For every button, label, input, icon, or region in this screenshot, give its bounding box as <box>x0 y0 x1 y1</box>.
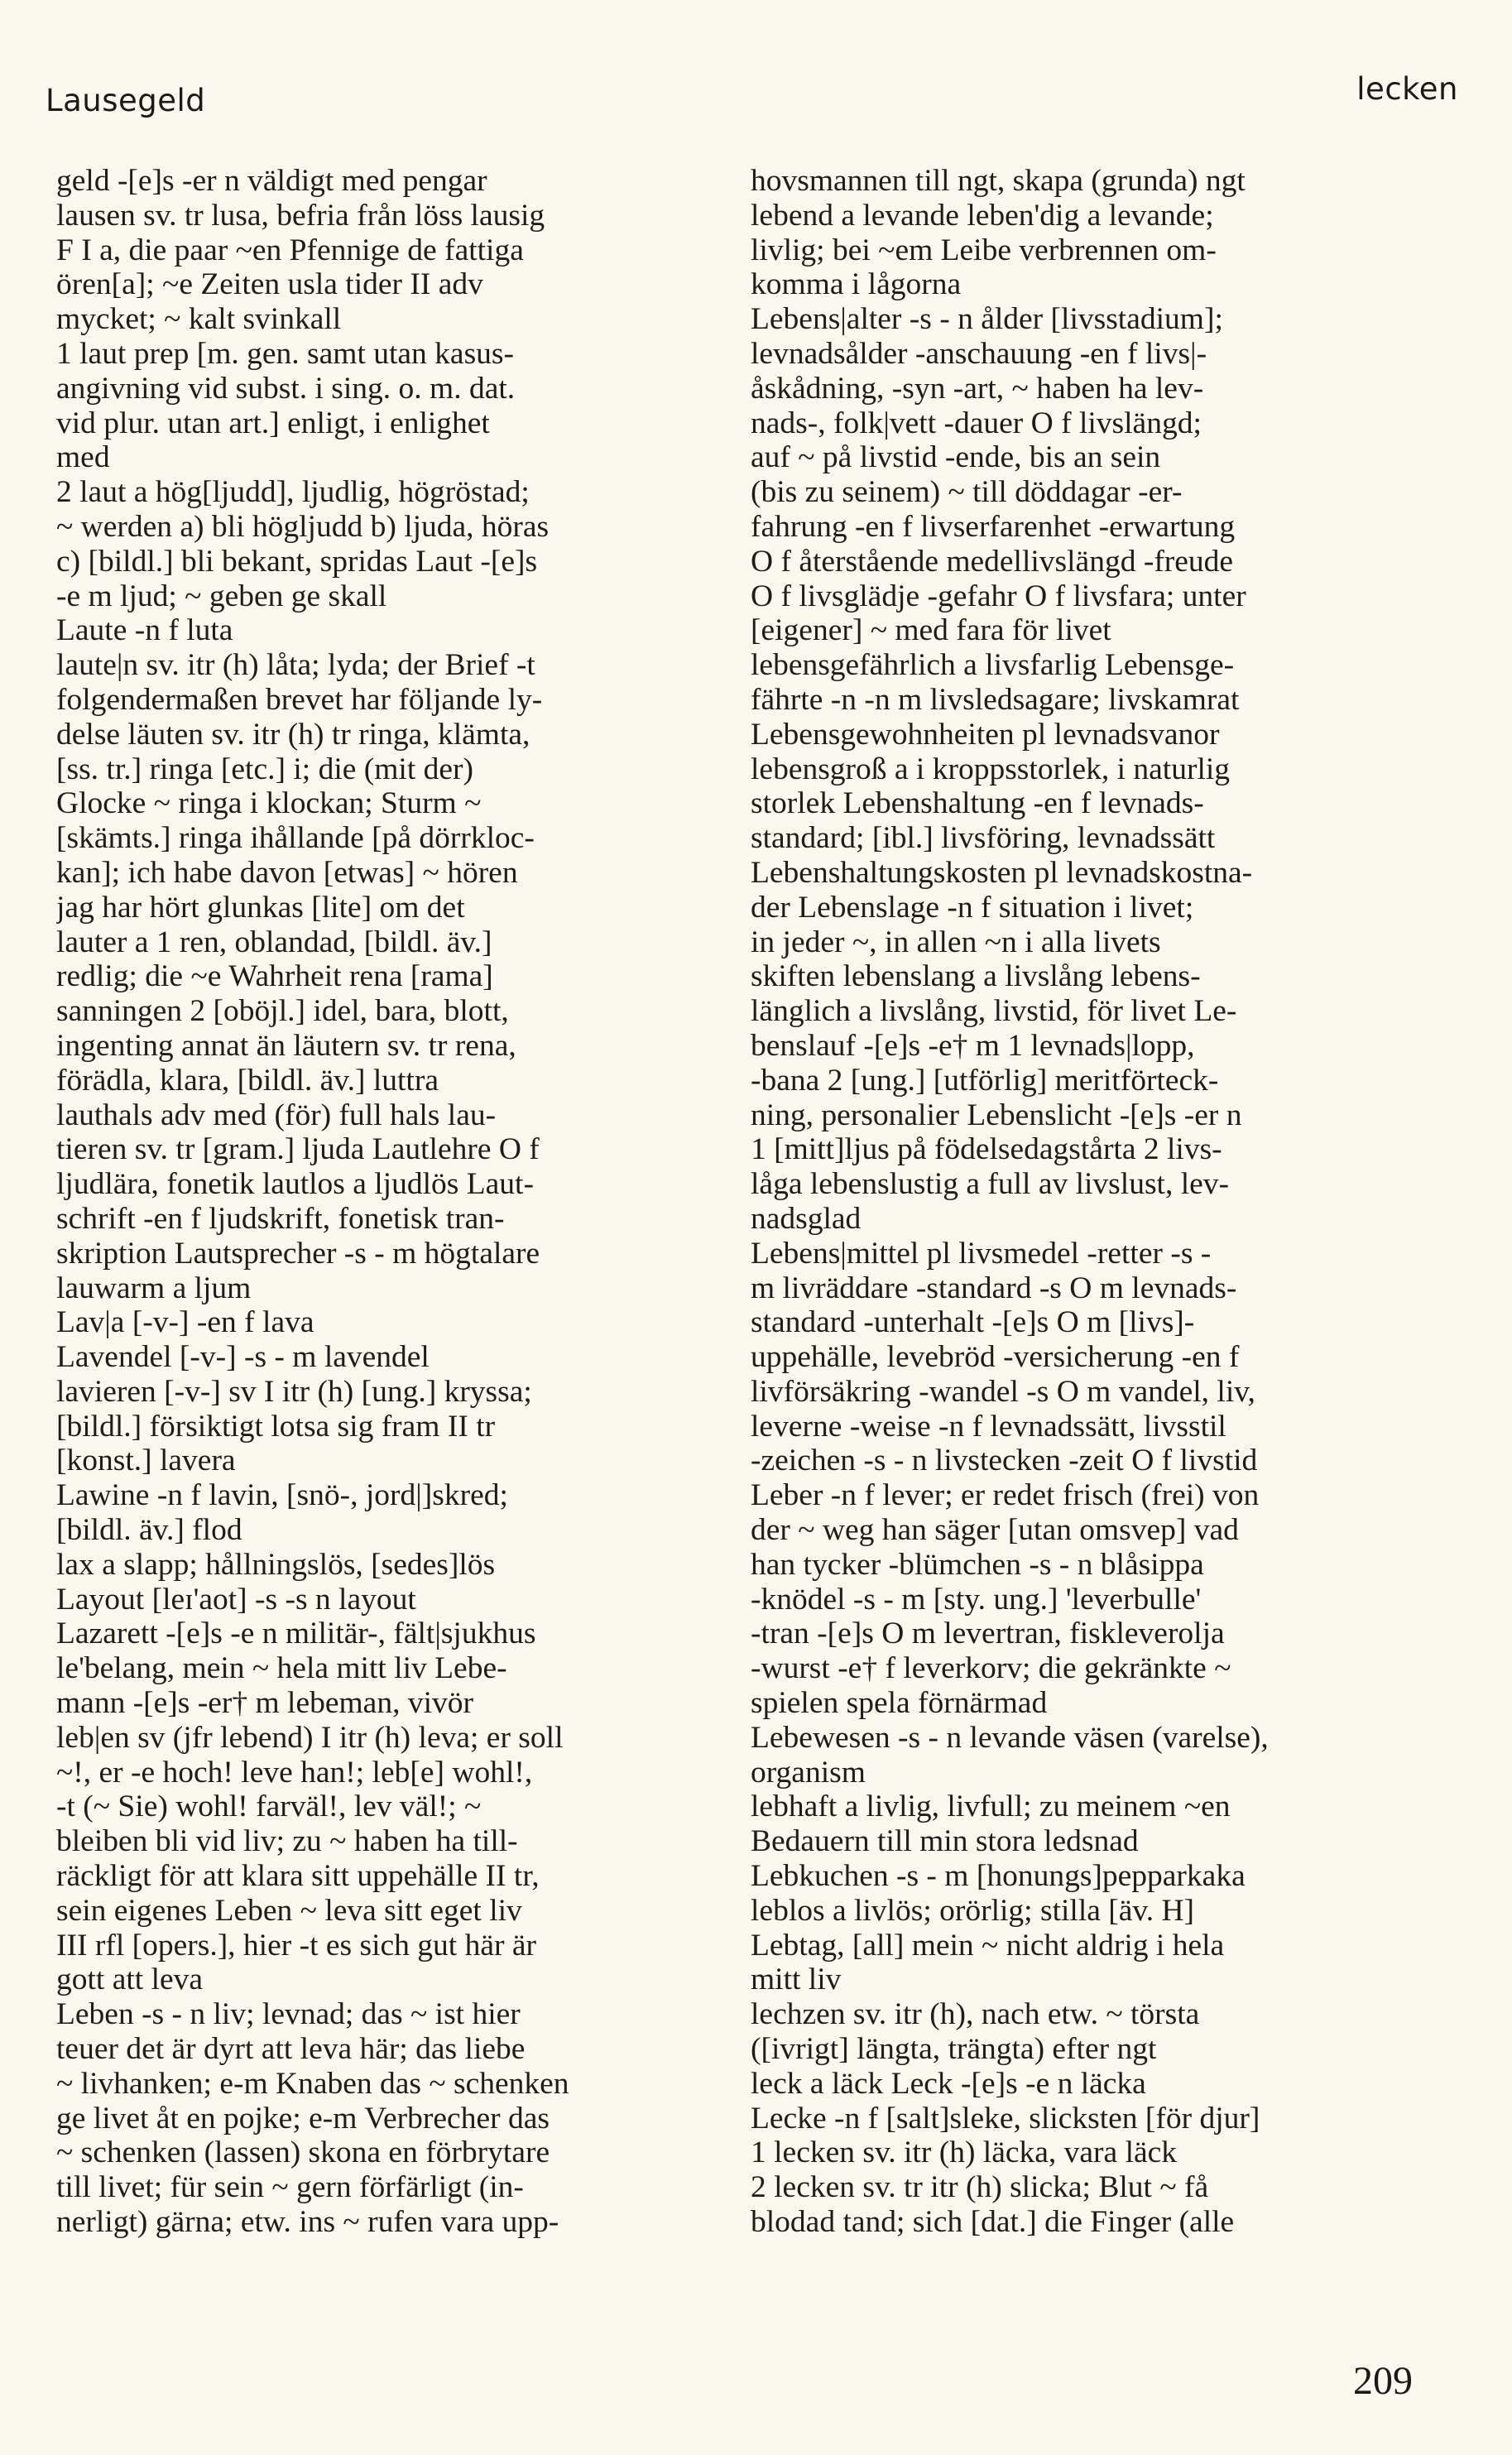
entry-line: der Lebenslage -n f situation i livet; <box>751 890 1194 925</box>
entry-line: -tran -[e]s O m levertran, fiskleverolja <box>751 1617 1225 1651</box>
entry-line: schrift -en f ljudskrift, fonetisk tran- <box>56 1201 505 1236</box>
entry-line: ören[a]; ~e Zeiten usla tider II adv <box>56 267 483 302</box>
entry-line: delse läuten sv. itr (h) tr ringa, klämta, <box>56 717 530 752</box>
entry-line: lebhaft a livlig, livfull; zu meinem ~en <box>751 1790 1231 1824</box>
entry-line: räckligt för att klara sitt uppehälle II tr, <box>56 1859 540 1894</box>
entry-line: benslauf -[e]s -e† m 1 levnads|lopp, <box>751 1028 1195 1063</box>
entry-line: levnadsålder -anschauung -en f livs|- <box>751 336 1207 371</box>
entry-line: in jeder ~, in allen ~n i alla livets <box>751 925 1161 959</box>
left-guide-word: Lausegeld <box>46 83 206 118</box>
entry-line: lauter a 1 ren, oblandad, [bildl. äv.] <box>56 925 492 959</box>
entry-line: (bis zu seinem) ~ till döddagar -er- <box>751 475 1183 510</box>
entry-line: vid plur. utan art.] enligt, i enlighet <box>56 406 490 440</box>
entry-line: [ss. tr.] ringa [etc.] i; die (mit der) <box>56 752 473 786</box>
entry-line: nads-, folk|vett -dauer O f livslängd; <box>751 406 1202 440</box>
entry-line: Lecke -n f [salt]sleke, slicksten [för djur] <box>751 2101 1260 2136</box>
entry-line: 2 laut a hög[ljudd], ljudlig, högröstad; <box>56 475 530 510</box>
entry-line: han tycker -blümchen -s - n blåsippa <box>751 1547 1204 1582</box>
entry-line: spielen spela förnärmad <box>751 1686 1048 1721</box>
entry-line: mycket; ~ kalt svinkall <box>56 302 342 337</box>
entry-line: -bana 2 [ung.] [utförlig] meritförteck- <box>751 1063 1219 1098</box>
entry-line: fahrung -en f livserfarenhet -erwartung <box>751 509 1236 544</box>
entry-line: -wurst -e† f leverkorv; die gekränkte ~ <box>751 1651 1231 1686</box>
entry-line: sanningen 2 [oböjl.] idel, bara, blott, <box>56 994 509 1029</box>
entry-line: angivning vid subst. i sing. o. m. dat. <box>56 371 516 406</box>
entry-line: fährte -n -n m livsledsagare; livskamrat <box>751 682 1240 717</box>
entry-line: organism <box>751 1755 866 1790</box>
entry-line: [skämts.] ringa ihållande [på dörrkloc- <box>56 821 535 856</box>
entry-line: nerligt) gärna; etw. ins ~ rufen vara upp- <box>56 2205 559 2240</box>
entry-line: ~ livhanken; e-m Knaben das ~ schenken <box>56 2066 569 2101</box>
entry-line: [konst.] lavera <box>56 1444 236 1478</box>
entry-line: -t (~ Sie) wohl! farväl!, lev väl!; ~ <box>56 1790 482 1824</box>
entry-line: III rfl [opers.], hier -t es sich gut här är <box>56 1928 536 1963</box>
entry-line: ~ schenken (lassen) skona en förbrytare <box>56 2136 550 2170</box>
entry-line: 2 lecken sv. tr itr (h) slicka; Blut ~ få <box>751 2170 1209 2205</box>
entry-line: lechzen sv. itr (h), nach etw. ~ törsta <box>751 1997 1200 2032</box>
entry-line: uppehälle, levebröd -versicherung -en f <box>751 1340 1240 1375</box>
entry-line: Lebkuchen -s - m [honungs]pepparkaka <box>751 1859 1246 1894</box>
entry-line: ~!, er -e hoch! leve han!; leb[e] wohl!, <box>56 1755 533 1790</box>
entry-line: Lebewesen -s - n levande väsen (varelse), <box>751 1720 1269 1755</box>
entry-line: ~ werden a) bli högljudd b) ljuda, höras <box>56 509 550 544</box>
entry-line: O f livsglädje -gefahr O f livsfara; unter <box>751 579 1246 613</box>
entry-line: Lazarett -[e]s -e n militär-, fält|sjukhus <box>56 1617 536 1651</box>
entry-line: lauwarm a ljum <box>56 1271 252 1305</box>
entry-line: Lebens|mittel pl livsmedel -retter -s - <box>751 1236 1212 1271</box>
entry-line: ingenting annat än läutern sv. tr rena, <box>56 1028 516 1063</box>
entry-line: F I a, die paar ~en Pfennige de fattiga <box>56 233 524 267</box>
entry-line: leblos a livlös; orörlig; stilla [äv. H] <box>751 1893 1195 1928</box>
entry-line: skiften lebenslang a livslång lebens- <box>751 959 1201 994</box>
entry-line: 1 [mitt]ljus på födelsedagstårta 2 livs- <box>751 1132 1222 1167</box>
entry-line: Laute -n f luta <box>56 613 233 648</box>
entry-line: till livet; für sein ~ gern förfärligt (in- <box>56 2170 524 2205</box>
entry-line: standard -unterhalt -[e]s O m [livs]- <box>751 1305 1195 1340</box>
entry-line: le'belang, mein ~ hela mitt liv Lebe- <box>56 1651 507 1686</box>
entry-line: -knödel -s - m [sty. ung.] 'leverbulle' <box>751 1582 1202 1617</box>
entry-line: geld -[e]s -er n väldigt med pengar <box>56 164 487 198</box>
entry-line: nadsglad <box>751 1201 862 1236</box>
entry-line: der ~ weg han säger [utan omsvep] vad <box>751 1513 1239 1548</box>
entry-line: Lebens|alter -s - n ålder [livsstadium]; <box>751 302 1223 337</box>
entry-line: mann -[e]s -er† m lebeman, vivör <box>56 1686 473 1721</box>
entry-line: lausen sv. tr lusa, befria från löss lausig <box>56 198 545 233</box>
entry-line: länglich a livslång, livstid, för livet Le- <box>751 994 1237 1029</box>
entry-line: leverne -weise -n f levnadssätt, livsstil <box>751 1409 1226 1444</box>
entry-line: Lebensgewohnheiten pl levnadsvanor <box>751 717 1220 752</box>
entry-line: lax a slapp; hållningslös, [sedes]lös <box>56 1547 496 1582</box>
entry-line: folgendermaßen brevet har följande ly- <box>56 682 543 717</box>
entry-line: jag har hört glunkas [lite] om det <box>56 890 465 925</box>
entry-line: åskådning, -syn -art, ~ haben ha lev- <box>751 371 1204 406</box>
entry-line: Leber -n f lever; er redet frisch (frei) von <box>751 1478 1260 1513</box>
entry-line: ning, personalier Lebenslicht -[e]s -er n <box>751 1098 1242 1132</box>
entry-line: lebend a levande leben'dig a levande; <box>751 198 1214 233</box>
entry-line: lebensgroß a i kroppsstorlek, i naturlig <box>751 752 1231 786</box>
entry-line: [bildl. äv.] flod <box>56 1513 242 1548</box>
entry-line: komma i lågorna <box>751 267 962 302</box>
entry-line: låga lebenslustig a full av livslust, lev- <box>751 1167 1230 1202</box>
entry-line: ljudlära, fonetik lautlos a ljudlös Laut- <box>56 1167 534 1202</box>
entry-line: laute|n sv. itr (h) låta; lyda; der Brief -t <box>56 648 535 683</box>
entry-line: tieren sv. tr [gram.] ljuda Lautlehre O f <box>56 1132 540 1167</box>
entry-line: auf ~ på livstid -ende, bis an sein <box>751 440 1161 475</box>
entry-line: Lav|a [-v-] -en f lava <box>56 1305 314 1340</box>
entry-line: 1 lecken sv. itr (h) läcka, vara läck <box>751 2136 1178 2170</box>
entry-line: O f återstående medellivslängd -freude <box>751 544 1234 579</box>
entry-line: bleiben bli vid liv; zu ~ haben ha till- <box>56 1824 518 1859</box>
entry-line: [bildl.] försiktigt lotsa sig fram II tr <box>56 1409 496 1444</box>
entry-line: mitt liv <box>751 1963 842 1997</box>
entry-line: -zeichen -s - n livstecken -zeit O f livstid <box>751 1444 1258 1478</box>
entry-line: ge livet åt en pojke; e-m Verbrecher das <box>56 2101 550 2136</box>
entry-line: Lawine -n f lavin, [snö-, jord|]skred; <box>56 1478 508 1513</box>
entry-line: lebensgefährlich a livsfarlig Lebensge- <box>751 648 1235 683</box>
right-column <box>751 164 1413 2240</box>
entry-line: Leben -s - n liv; levnad; das ~ ist hier <box>56 1997 521 2032</box>
entry-line: leck a läck Leck -[e]s -e n läcka <box>751 2066 1146 2101</box>
entry-line: blodad tand; sich [dat.] die Finger (alle <box>751 2205 1235 2240</box>
entry-line: ([ivrigt] längta, trängta) efter ngt <box>751 2032 1157 2067</box>
entry-line: gott att leva <box>56 1963 204 1997</box>
entry-line: sein eigenes Leben ~ leva sitt eget liv <box>56 1893 522 1928</box>
entry-line: [eigener] ~ med fara för livet <box>751 613 1111 648</box>
entry-line: kan]; ich habe davon [etwas] ~ hören <box>56 855 518 890</box>
entry-line: leb|en sv (jfr lebend) I itr (h) leva; er soll <box>56 1720 564 1755</box>
entry-line: redlig; die ~e Wahrheit rena [rama] <box>56 959 493 994</box>
entry-line: Lavendel [-v-] -s - m lavendel <box>56 1340 430 1375</box>
entry-line: storlek Lebenshaltung -en f levnads- <box>751 786 1204 821</box>
entry-line: Lebtag, [all] mein ~ nicht aldrig i hela <box>751 1928 1225 1963</box>
entry-line: Layout [leɪ'aot] -s -s n layout <box>56 1582 416 1617</box>
entry-line: livlig; bei ~em Leibe verbrennen om- <box>751 233 1217 267</box>
entry-line: Bedauern till min stora ledsnad <box>751 1824 1139 1859</box>
entry-line: med <box>56 440 110 475</box>
right-guide-word: lecken <box>1356 71 1458 107</box>
entry-line: -e m ljud; ~ geben ge skall <box>56 579 387 613</box>
entry-line: livförsäkring -wandel -s O m vandel, liv, <box>751 1374 1255 1409</box>
entry-line: standard; [ibl.] livsföring, levnadssätt <box>751 821 1216 856</box>
page-number: 209 <box>1353 2359 1413 2403</box>
entry-line: skription Lautsprecher -s - m högtalare <box>56 1236 540 1271</box>
entry-line: c) [bildl.] bli bekant, spridas Laut -[e]s <box>56 544 538 579</box>
left-column <box>56 164 710 2240</box>
entry-line: Glocke ~ ringa i klockan; Sturm ~ <box>56 786 482 821</box>
entry-line: Lebenshaltungskosten pl levnadskostna- <box>751 855 1253 890</box>
entry-line: teuer det är dyrt att leva här; das liebe <box>56 2032 526 2067</box>
entry-line: förädla, klara, [bildl. äv.] luttra <box>56 1063 439 1098</box>
entry-line: lavieren [-v-] sv I itr (h) [ung.] kryssa; <box>56 1374 532 1409</box>
entry-line: 1 laut prep [m. gen. samt utan kasus- <box>56 336 514 371</box>
entry-line: lauthals adv med (för) full hals lau- <box>56 1098 497 1132</box>
entry-line: m livräddare -standard -s O m levnads- <box>751 1271 1237 1305</box>
entry-line: hovsmannen till ngt, skapa (grunda) ngt <box>751 164 1246 198</box>
